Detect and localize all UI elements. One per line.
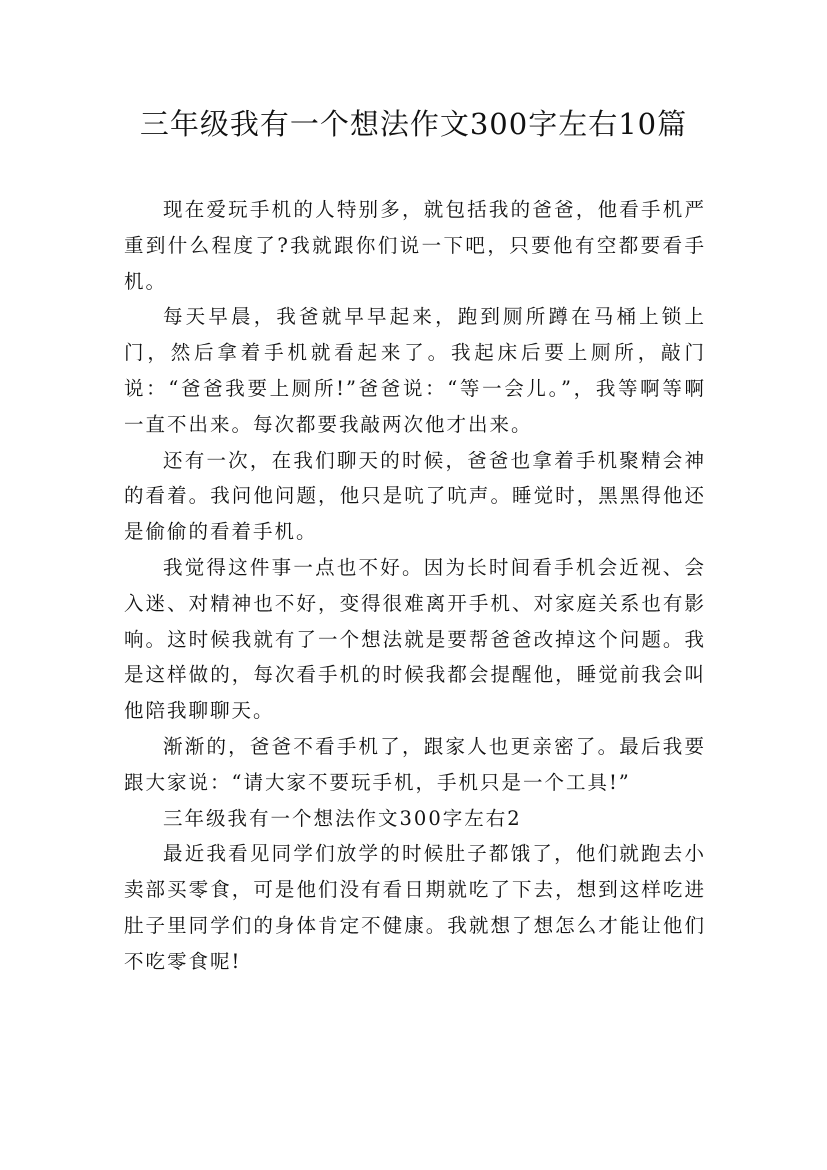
section-heading-2: 三年级我有一个想法作文300字左右2 [163, 806, 522, 830]
paragraph-3: 还有一次，在我们聊天的时候，爸爸也拿着手机聚精会神的看着。我问他问题，他只是吭了吭声。睡觉时，黑黑得他还是偷偷的看着手机。 [124, 448, 706, 544]
paragraph-4: 我觉得这件事一点也不好。因为长时间看手机会近视、会入迷、对精神也不好，变得很难离开手机、对家庭关系也有影响。这时候我就有了一个想法就是要帮爸爸改掉这个问题。我是这样做的，每次看手机的时候我都会提醒他，睡觉前我会叫他陪我聊聊天。 [124, 555, 706, 723]
paragraph-6: 最近我看见同学们放学的时候肚子都饿了，他们就跑去小卖部买零食，可是他们没有看日期就吃了下去，想到这样吃进肚子里同学们的身体肯定不健康。我就想了想怎么才能让他们不吃零食呢! [124, 842, 706, 973]
paragraph-1: 现在爱玩手机的人特别多，就包括我的爸爸，他看手机严重到什么程度了?我就跟你们说一下吧，只要他有空都要看手机。 [124, 198, 706, 293]
paragraph-5: 渐渐的，爸爸不看手机了，跟家人也更亲密了。最后我要跟大家说：“请大家不要玩手机，手机只是一个工具!” [124, 734, 706, 794]
paragraph-2: 每天早晨，我爸就早早起来，跑到厕所蹲在马桶上锁上门，然后拿着手机就看起来了。我起床后要上厕所，敲门说：“爸爸我要上厕所!”爸爸说：“等一会儿。”，我等啊等啊一直不出来。每次都要我敲两次他才出来。 [124, 305, 706, 436]
document-body [124, 192, 706, 980]
document-title: 三年级我有一个想法作文300字左右10篇 [139, 107, 688, 141]
